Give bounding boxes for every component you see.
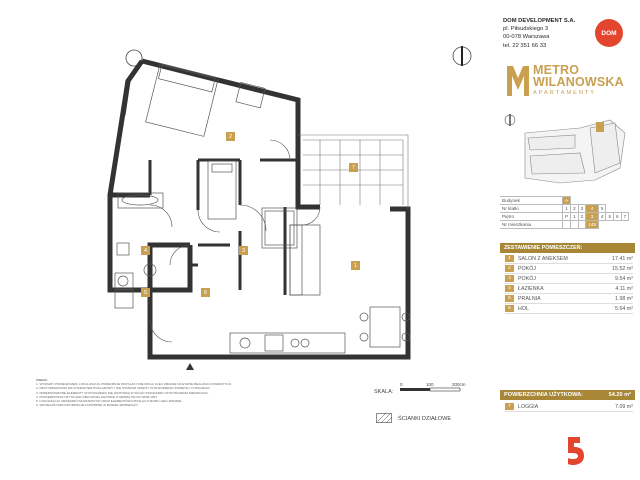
apartment-meta-table [500,196,629,229]
company-logo: DOM [595,19,623,47]
entrance-marker [186,363,194,370]
company-name: DOM DEVELOPMENT S.A. [503,18,576,24]
walls-legend-label: ŚCIANKI DZIAŁOWE [398,416,452,422]
room-row: 6 HOL 5.64 m² [505,304,633,314]
floor-plan [90,45,420,375]
grupa-5-logo [558,435,598,467]
company-phone: tel. 22 351 66 33 [503,42,547,49]
notes-block [36,378,354,407]
room-row: 5 PRALNIA 1.98 m² [505,294,633,304]
room-label-4: 4 [141,246,150,255]
meta-row-building: Budynek A [500,197,629,205]
walls-legend-swatch [376,413,392,423]
key-plan [500,108,635,188]
scale-tick-200: 200cm [452,382,466,387]
apartment-location-marker [596,122,604,132]
company-info [503,17,575,50]
notes-line: 6. SZCZEGÓŁOWE INFORMACJE DOSTĘPNE W BIURZE SPRZEDAŻY. [36,403,139,408]
scale-tick-0: 0 [400,382,403,387]
meta-row-floor: Piętro P 1 2 3 4 5 6 7 [500,213,629,221]
brand-subtitle: APARTAMENTY [533,90,597,96]
meta-row-apartment-no: Nr mieszkania 148 [500,221,629,229]
brand-title-line2: WILANOWSKA [533,75,624,89]
room-row: 3 POKÓJ 9.54 m² [505,274,633,284]
meta-row-staircase: Nr klatki 1 2 3 4 5 [500,205,629,213]
room-row: 4 ŁAZIENKA 4.11 m² [505,284,633,294]
room-label-7: 7 [349,163,358,172]
scale-label: SKALA: [374,389,394,395]
notes-title: UWAGI: [36,378,48,382]
room-label-5: 5 [141,288,150,297]
notes-line: 3. PRZEDSTAWIONE ELEMENTY WYPOSAŻENIA NIE WCHODZĄ W SKŁAD STANDARDU WYKOŃCZENIA MIESZKANIA. [36,390,209,395]
brand-logo [505,62,635,102]
company-address-line1: pl. Piłsudskiego 3 [503,26,549,33]
scale-tick-100: 100 [426,382,434,387]
room-row: 1 SALON Z ANEKSEM 17.41 m² [505,254,633,264]
notes-line: 4. POWIERZCHNIA UŻYTKOWA OBLICZONA ZGODNIE Z NORMĄ PN-ISO 9836:1997. [36,394,158,399]
room-label-2: 2 [226,132,235,141]
notes-line: 5. LOKALIZACJA URZĄDZEŃ SANITARNYCH ORAZ ELEMENTÓW INSTALACJI MOŻE ULEC ZMIANIE. [36,399,182,404]
notes-line: 1. WYMIARY POMIESZCZEŃ, LOKALIZACJA, PRZEKROJE INSTALACYJNE MOGĄ ULEC ZMIANIE NA ETAPIE REALIZACJI INWESTYCJI. [36,382,232,387]
company-address-line2: 00-078 Warszawa [503,34,550,41]
brand-title-line1: METRO [533,63,580,77]
room-label-1: 1 [351,261,360,270]
scale-bar [398,381,468,397]
room-label-6: 6 [201,288,210,297]
compass-icon [450,44,474,68]
brand-mark-icon [505,62,531,98]
notes-line: 2. RZUT MIESZKANIA MA CHARAKTER POGLĄDOWY I NIE STANOWI OFERTY W ROZUMIENIU KODEKSU CYWILNEGO. [36,386,211,391]
room-row: 2 POKÓJ 15.52 m² [505,264,633,274]
rooms-heading: ZESTAWIENIE POMIESZCZEŃ: [500,243,635,253]
loggia-row: 7 LOGGIA 7.09 m² [505,402,633,412]
usable-area-total: POWIERZCHNIA UŻYTKOWA: 54.20 m² [500,390,635,400]
room-label-3: 3 [239,246,248,255]
